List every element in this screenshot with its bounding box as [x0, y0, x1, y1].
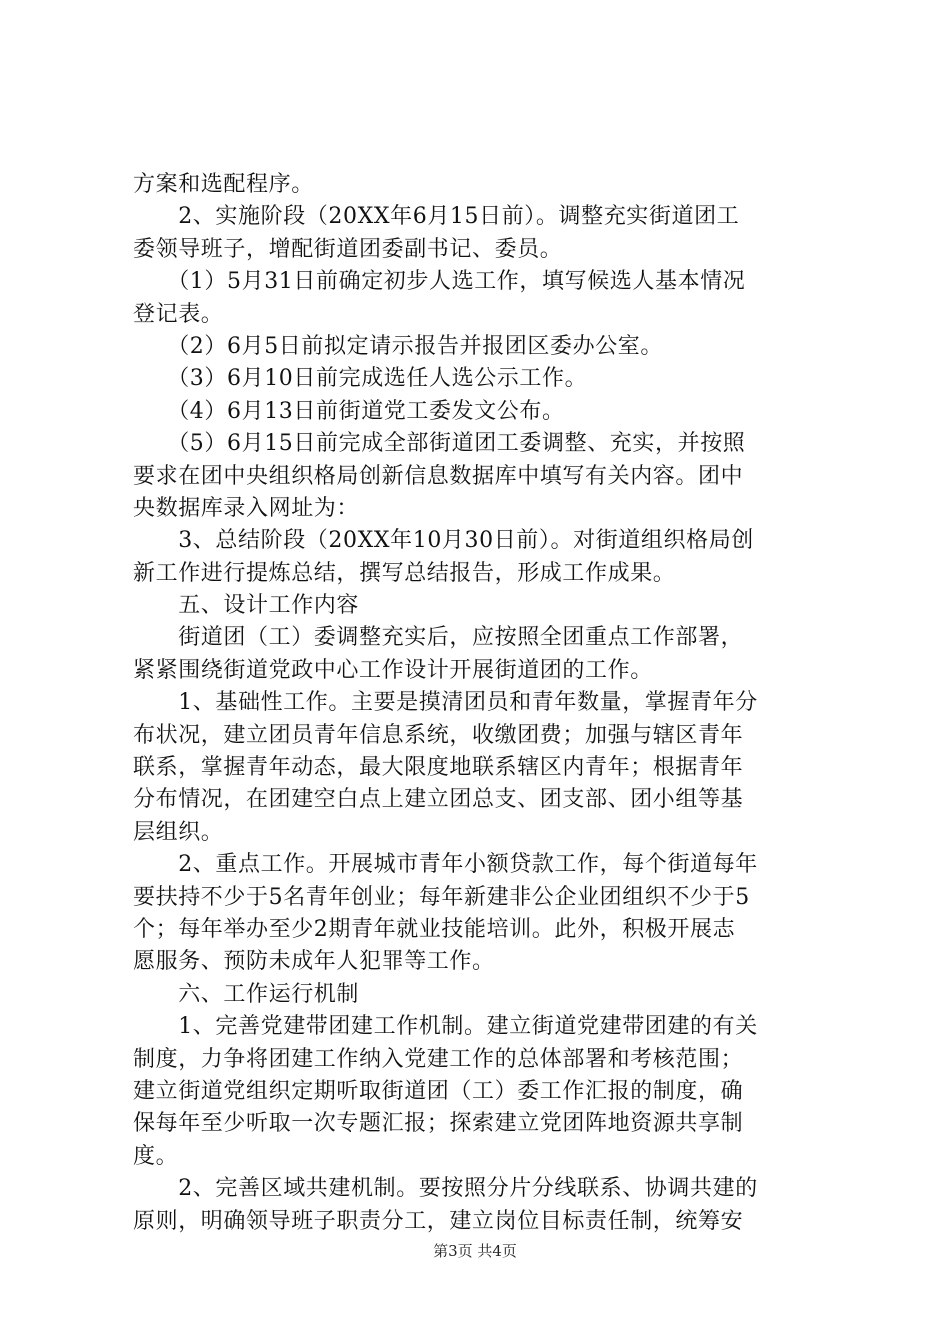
- text-line: 委领导班子，增配街道团委副书记、委员。: [133, 236, 563, 262]
- page-number: 第3页 共4页: [433, 1242, 517, 1260]
- document-body: [133, 169, 833, 1238]
- text-line: 原则，明确领导班子职责分工，建立岗位目标责任制，统筹安: [133, 1208, 744, 1234]
- text-line: 度。: [133, 1143, 179, 1169]
- text-line: 1、完善党建带团建工作机制。建立街道党建带团建的有关: [133, 1014, 758, 1040]
- text-line: （3）6月10日前完成选任人选公示工作。: [133, 366, 588, 392]
- text-line: 要扶持不少于5名青年创业；每年新建非公企业团组织不少于5: [133, 884, 750, 910]
- text-line: 保每年至少听取一次专题汇报；探索建立党团阵地资源共享制: [133, 1111, 744, 1137]
- text-line: 要求在团中央组织格局创新信息数据库中填写有关内容。团中: [133, 463, 744, 489]
- text-line: 方案和选配程序。: [133, 172, 314, 197]
- text-line: 愿服务、预防未成年人犯罪等工作。: [133, 949, 495, 975]
- text-line: （2）6月5日前拟定请示报告并报团区委办公室。: [133, 333, 663, 359]
- text-line: 布状况，建立团员青年信息系统，收缴团费；加强与辖区青年: [133, 722, 744, 748]
- text-line: 街道团（工）委调整充实后，应按照全团重点工作部署，: [133, 625, 744, 651]
- text-line: 分布情况，在团建空白点上建立团总支、团支部、团小组等基: [133, 787, 744, 813]
- text-line: 联系，掌握青年动态，最大限度地联系辖区内青年；根据青年: [133, 755, 744, 781]
- text-line: 2、重点工作。开展城市青年小额贷款工作，每个街道每年: [133, 852, 758, 878]
- text-line: 登记表。: [133, 301, 224, 327]
- text-line: 2、实施阶段（20XX年6月15日前）。调整充实街道团工: [133, 204, 740, 230]
- text-line: 紧紧围绕街道党政中心工作设计开展街道团的工作。: [133, 657, 653, 683]
- text-line: 2、完善区域共建机制。要按照分片分线联系、协调共建的: [133, 1176, 758, 1202]
- page-footer: [0, 1241, 950, 1261]
- text-line: 层组织。: [133, 819, 224, 845]
- text-line: 3、总结阶段（20XX年10月30日前）。对街道组织格局创: [133, 528, 754, 554]
- text-line: 制度，力争将团建工作纳入党建工作的总体部署和考核范围；: [133, 1046, 744, 1072]
- text-line: 新工作进行提炼总结，撰写总结报告，形成工作成果。: [133, 560, 676, 586]
- text-line: 央数据库录入网址为：: [133, 495, 360, 521]
- text-line: 个；每年举办至少2期青年就业技能培训。此外，积极开展志: [133, 916, 736, 942]
- text-line: （1）5月31日前确定初步人选工作，填写候选人基本情况: [133, 269, 746, 295]
- text-line: 建立街道党组织定期听取街道团（工）委工作汇报的制度，确: [133, 1078, 744, 1104]
- section-heading: 六、工作运行机制: [133, 981, 360, 1007]
- text-line: （4）6月13日前街道党工委发文公布。: [133, 398, 565, 424]
- section-heading: 五、设计工作内容: [133, 593, 360, 619]
- text-line: 1、基础性工作。主要是摸清团员和青年数量，掌握青年分: [133, 690, 758, 716]
- text-line: （5）6月15日前完成全部街道团工委调整、充实，并按照: [133, 431, 746, 457]
